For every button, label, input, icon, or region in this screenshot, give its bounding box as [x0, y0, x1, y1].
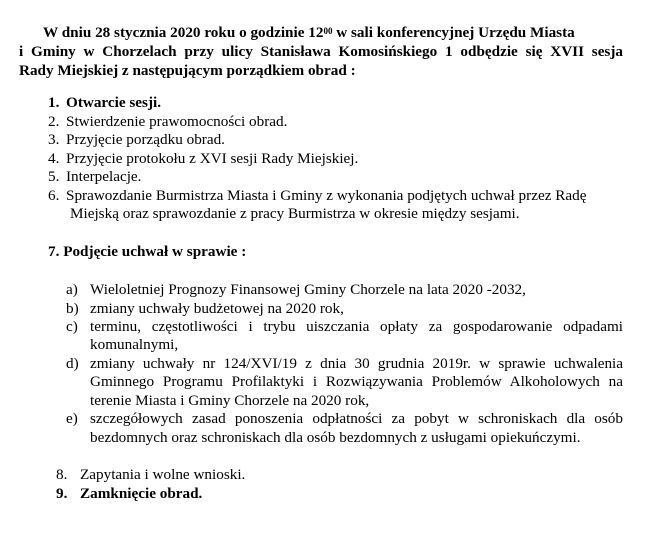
- item-text: Stwierdzenie prawomocności obrad.: [66, 113, 288, 130]
- item-text: zmiany uchwały nr 124/XVI/19 z dnia 30 grudnia 2019r. w sprawie uchwalenia: [90, 355, 623, 372]
- item-number: 9.: [56, 485, 68, 502]
- intro-line-2: i Gminy w Chorzelach przy ulicy Stanisława Komosińskiego 1 odbędzie się XVII sesja: [19, 43, 623, 60]
- intro-text: W dniu 28 stycznia 2020 roku o godzinie 12: [43, 24, 324, 41]
- item-text: terminu, częstotliwości i trybu uiszczania opłaty za gospodarowanie odpadami: [90, 318, 623, 335]
- item-text: Zapytania i wolne wnioski.: [80, 466, 246, 483]
- intro-line-3: Rady Miejskiej z następującym porządkiem obrad :: [19, 62, 356, 79]
- item-text: Przyjęcie porządku obrad.: [66, 131, 225, 148]
- item-text: Zamknięcie obrad.: [80, 485, 203, 502]
- item-number: 5.: [48, 168, 60, 185]
- item-text: Otwarcie sesji.: [66, 94, 162, 111]
- item-number: 2.: [48, 113, 60, 130]
- item-text: Sprawozdanie Burmistrza Miasta i Gminy z wykonania podjętych uchwał przez Radę: [66, 187, 587, 204]
- item-text: Gminnego Programu Profilaktyki i Rozwiązywania Problemów Alkoholowych na: [90, 373, 623, 390]
- intro-line-1: [43, 24, 623, 42]
- time-superscript: 00: [323, 26, 333, 36]
- item-text: terenie Miasta i Gminy Chorzele na 2020 rok,: [90, 392, 370, 409]
- item-letter: e): [66, 410, 78, 427]
- item-text: Interpelacje.: [66, 168, 142, 185]
- item-text: komunalnymi,: [90, 336, 179, 353]
- item-number: 1.: [48, 94, 60, 111]
- item-number: 8.: [56, 466, 68, 483]
- section-7-heading: 7. Podjęcie uchwał w sprawie :: [48, 243, 247, 260]
- item-number: 6.: [48, 187, 60, 204]
- item-text: Wieloletniej Prognozy Finansowej Gminy Chorzele na lata 2020 -2032,: [90, 281, 526, 298]
- item-letter: c): [66, 318, 78, 335]
- item-number: 3.: [48, 131, 60, 148]
- item-letter: a): [66, 281, 78, 298]
- intro-text: w sali konferencyjnej Urzędu Miasta: [332, 24, 575, 41]
- item-number: 4.: [48, 150, 60, 167]
- item-letter: d): [66, 355, 79, 372]
- agenda-item-6-continuation: Miejską oraz sprawozdanie z pracy Burmistrza w okresie między sesjami.: [70, 205, 520, 222]
- item-text: bezdomnych oraz schroniskach dla osób bezdomnych z usługami opiekuńczymi.: [90, 429, 581, 446]
- item-text: zmiany uchwały budżetowej na 2020 rok,: [90, 300, 344, 317]
- item-text: Przyjęcie protokołu z XVI sesji Rady Miejskiej.: [66, 150, 359, 167]
- item-text: szczegółowych zasad ponoszenia odpłatności za pobyt w schroniskach dla osób: [90, 410, 623, 427]
- item-letter: b): [66, 300, 79, 317]
